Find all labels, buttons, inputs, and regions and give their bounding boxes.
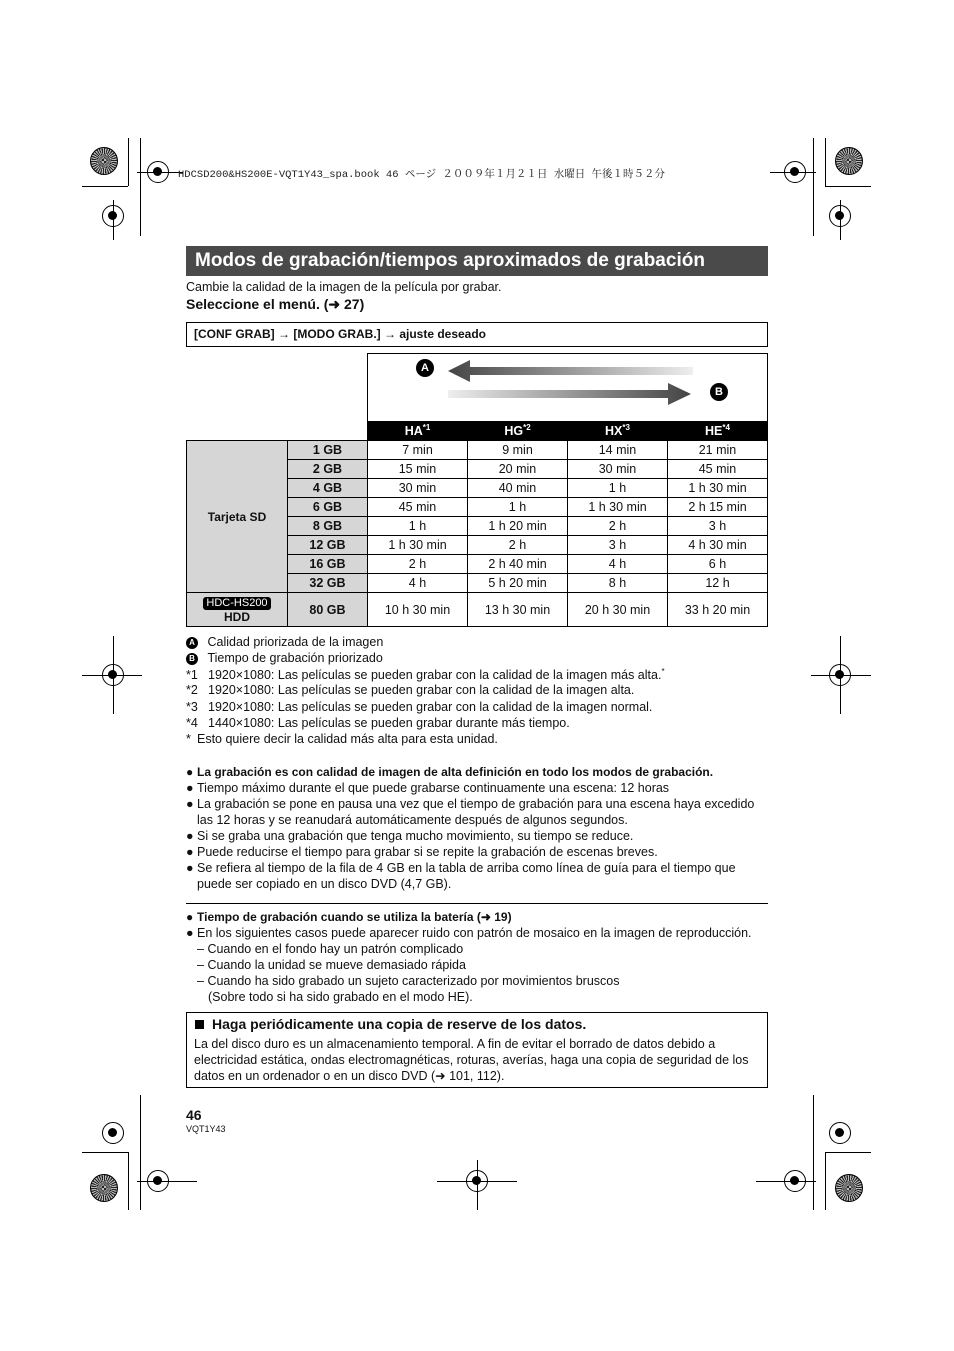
list-item: ● La grabación se pone en pausa una vez que el tiempo de grabación para una escena haya excedido bbox=[186, 797, 755, 811]
list-item: ● Puede reducirse el tiempo para grabar si se repite la grabación de escenas breves. bbox=[186, 845, 658, 859]
mode-he-header: HE$^{*4}$ bbox=[668, 422, 768, 441]
capacity-cell: 1 GB bbox=[288, 441, 368, 460]
capacity-cell: 2 GB bbox=[288, 460, 368, 479]
time-cell: 10 h 30 min bbox=[368, 593, 468, 627]
table-row bbox=[187, 441, 768, 460]
footnote-mark: * bbox=[186, 732, 191, 746]
square-bullet-icon bbox=[195, 1020, 204, 1029]
footnote-mark: *3 bbox=[186, 700, 198, 714]
time-cell: 30 min bbox=[568, 460, 668, 479]
time-cell: 2 h bbox=[368, 555, 468, 574]
footnote-text: 1920×1080: Las películas se pueden grabar con la calidad de la imagen alta. bbox=[208, 683, 635, 697]
page-number: 46 bbox=[186, 1107, 202, 1123]
arrow-left-icon bbox=[448, 360, 698, 382]
priority-arrows-panel bbox=[367, 353, 768, 421]
time-cell: 1 h 20 min bbox=[468, 517, 568, 536]
bullet-list-1 bbox=[186, 764, 768, 892]
select-menu-heading: Seleccione el menú. (➜ 27) bbox=[186, 296, 365, 312]
capacity-cell: 16 GB bbox=[288, 555, 368, 574]
bullet-list-2 bbox=[186, 909, 768, 1005]
time-cell: 7 min bbox=[368, 441, 468, 460]
capacity-cell: 6 GB bbox=[288, 498, 368, 517]
time-cell: 2 h bbox=[468, 536, 568, 555]
menu-path-box: [CONF GRAB] → [MODO GRAB.] → ajuste deseado bbox=[186, 322, 768, 347]
label-b-circle: B bbox=[710, 383, 728, 401]
list-item-continuation: (Sobre todo si ha sido grabado en el modo HE). bbox=[208, 990, 473, 1004]
capacity-cell: 4 GB bbox=[288, 479, 368, 498]
time-cell: 30 min bbox=[368, 479, 468, 498]
footnote-text: 1920×1080: Las películas se pueden grabar con la calidad de la imagen normal. bbox=[208, 700, 653, 714]
time-cell: 8 h bbox=[568, 574, 668, 593]
label-b-circle-small: B bbox=[186, 653, 198, 665]
capacity-cell: 32 GB bbox=[288, 574, 368, 593]
label-a-circle-small: A bbox=[186, 637, 198, 649]
time-cell: 45 min bbox=[368, 498, 468, 517]
list-item-dash: – Cuando la unidad se mueve demasiado rápida bbox=[197, 958, 466, 972]
list-item-dash: – Cuando en el fondo hay un patrón complicado bbox=[197, 942, 464, 956]
footnote-1 bbox=[186, 667, 665, 682]
time-cell: 15 min bbox=[368, 460, 468, 479]
footnote-text: 1440×1080: Las películas se pueden grabar durante más tiempo. bbox=[208, 716, 570, 730]
list-item: ● Si se graba una grabación que tenga mucho movimiento, su tiempo se reduce. bbox=[186, 829, 634, 843]
time-cell: 1 h bbox=[368, 517, 468, 536]
time-cell: 2 h 15 min bbox=[668, 498, 768, 517]
list-item-continuation: puede ser copiado en un disco DVD (4,7 GB). bbox=[197, 877, 452, 891]
backup-heading: Haga periódicamente una copia de reserve de los datos. bbox=[195, 1016, 586, 1032]
book-header-line: HDCSD200&HS200E-VQT1Y43_spa.book 46 ページ ２００９年１月２１日 水曜日 午後１時５２分 bbox=[178, 169, 666, 181]
table-row bbox=[187, 593, 768, 627]
list-item: ● En los siguientes casos puede aparecer ruido con patrón de mosaico en la imagen de reproducción. bbox=[186, 926, 752, 940]
time-cell: 4 h bbox=[368, 574, 468, 593]
time-cell: 9 min bbox=[468, 441, 568, 460]
time-cell: 6 h bbox=[668, 555, 768, 574]
capacity-cell: 12 GB bbox=[288, 536, 368, 555]
label-a-circle: A bbox=[416, 359, 434, 377]
list-item-dash: – Cuando ha sido grabado un sujeto caracterizado por movimientos bruscos bbox=[197, 974, 620, 988]
list-item: ● Se refiera al tiempo de la fila de 4 GB en la tabla de arriba como línea de guía para el tiempo que bbox=[186, 861, 736, 875]
list-item: ● La grabación es con calidad de imagen de alta definición en todo los modos de grabación. bbox=[186, 765, 714, 779]
list-item: ● Tiempo máximo durante el que puede grabarse continuamente una escena: 12 horas bbox=[186, 781, 670, 795]
time-cell: 21 min bbox=[668, 441, 768, 460]
note-a-text: Calidad priorizada de la imagen bbox=[207, 635, 384, 649]
table-header-row bbox=[187, 422, 768, 441]
footnote-3 bbox=[186, 700, 652, 714]
note-b-text: Tiempo de grabación priorizado bbox=[207, 651, 383, 665]
capacity-cell: 8 GB bbox=[288, 517, 368, 536]
footnote-2 bbox=[186, 683, 634, 697]
hdd-label: HDD bbox=[224, 610, 250, 624]
footnote-4 bbox=[186, 716, 570, 730]
time-cell: 45 min bbox=[668, 460, 768, 479]
time-cell: 3 h bbox=[568, 536, 668, 555]
footnote-text: Esto quiere decir la calidad más alta para esta unidad. bbox=[197, 732, 498, 746]
sd-card-label: Tarjeta SD bbox=[187, 441, 288, 593]
hdd-label-cell bbox=[187, 593, 288, 627]
mode-ha-header: HA$^{*1}$ bbox=[368, 422, 468, 441]
capacity-cell: 80 GB bbox=[288, 593, 368, 627]
recording-time-table bbox=[186, 421, 768, 627]
section-title: Modos de grabación/tiempos aproximados de grabación bbox=[186, 246, 768, 276]
time-cell: 4 h bbox=[568, 555, 668, 574]
mode-hx-header: HX$^{*3}$ bbox=[568, 422, 668, 441]
footnote-star bbox=[186, 732, 498, 746]
time-cell: 2 h 40 min bbox=[468, 555, 568, 574]
time-cell: 14 min bbox=[568, 441, 668, 460]
backup-line: datos en un ordenador o en un disco DVD (➜ 101, 112). bbox=[194, 1069, 505, 1083]
note-a bbox=[186, 635, 383, 649]
arrow-right-icon bbox=[448, 383, 693, 405]
time-cell: 1 h 30 min bbox=[668, 479, 768, 498]
hdd-model-badge: HDC-HS200 bbox=[203, 597, 270, 610]
time-cell: 20 min bbox=[468, 460, 568, 479]
time-cell: 3 h bbox=[668, 517, 768, 536]
backup-line: La del disco duro es un almacenamiento temporal. A fin de evitar el borrado de datos debido a bbox=[194, 1037, 716, 1051]
time-cell: 2 h bbox=[568, 517, 668, 536]
time-cell: 40 min bbox=[468, 479, 568, 498]
backup-notice-box bbox=[186, 1012, 768, 1088]
time-cell: 1 h 30 min bbox=[368, 536, 468, 555]
note-b bbox=[186, 651, 383, 665]
footnote-text: 1920×1080: Las películas se pueden grabar con la calidad de la imagen más alta. bbox=[208, 668, 662, 683]
time-cell: 1 h bbox=[568, 479, 668, 498]
time-cell: 12 h bbox=[668, 574, 768, 593]
footnote-mark: *1 bbox=[186, 668, 198, 683]
list-item: ● Tiempo de grabación cuando se utiliza la batería (➜ 19) bbox=[186, 910, 512, 924]
time-cell: 33 h 20 min bbox=[668, 593, 768, 627]
mode-hg-header: HG$^{*2}$ bbox=[468, 422, 568, 441]
intro-text: Cambie la calidad de la imagen de la película por grabar. bbox=[186, 280, 502, 294]
footnote-mark: *2 bbox=[186, 683, 198, 697]
footnote-sup: * bbox=[661, 667, 665, 676]
footnote-mark: *4 bbox=[186, 716, 198, 730]
time-cell: 1 h bbox=[468, 498, 568, 517]
divider bbox=[186, 903, 768, 904]
backup-body bbox=[194, 1036, 749, 1084]
list-item-continuation: las 12 horas y se reanudará automáticamente después de algunos segundos. bbox=[197, 813, 628, 827]
time-cell: 4 h 30 min bbox=[668, 536, 768, 555]
time-cell: 20 h 30 min bbox=[568, 593, 668, 627]
model-code: VQT1Y43 bbox=[186, 1124, 226, 1134]
time-cell: 13 h 30 min bbox=[468, 593, 568, 627]
time-cell: 5 h 20 min bbox=[468, 574, 568, 593]
time-cell: 1 h 30 min bbox=[568, 498, 668, 517]
backup-line: electricidad estática, ondas electromagnéticas, roturas, averías, haga una copia de seguridad de los bbox=[194, 1053, 749, 1067]
